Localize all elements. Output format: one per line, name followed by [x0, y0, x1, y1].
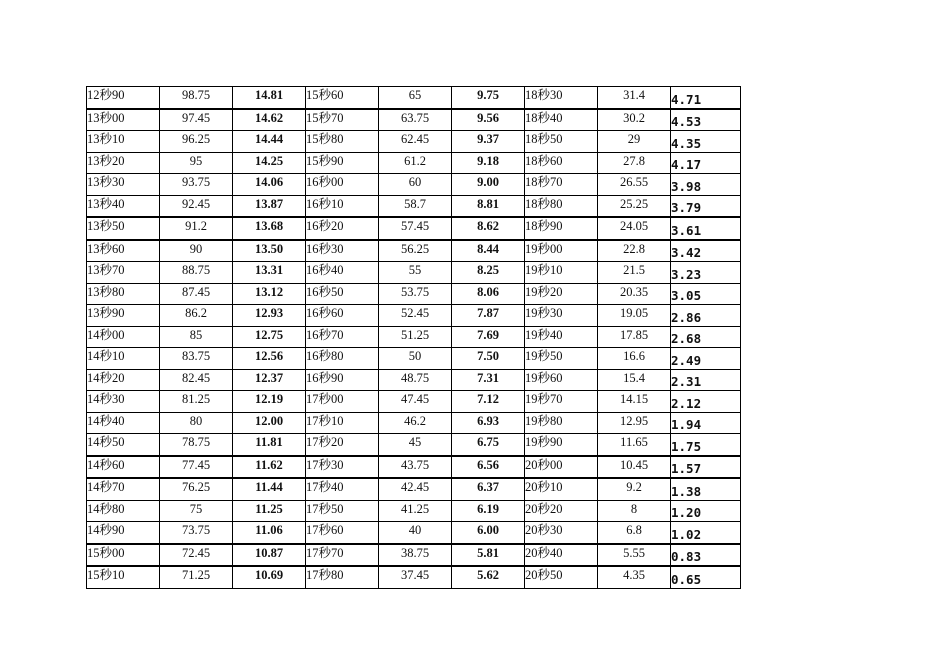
time-cell: 18秒30	[525, 87, 598, 109]
score-cell: 27.8	[598, 152, 671, 174]
time-cell: 15秒90	[306, 152, 379, 174]
score-cell: 72.45	[160, 544, 233, 567]
time-cell: 20秒20	[525, 500, 598, 522]
table-row	[87, 500, 741, 522]
weighted-score-cell: 1.75	[671, 434, 741, 456]
table-row	[87, 369, 741, 391]
weighted-score-cell: 7.31	[452, 369, 525, 391]
weighted-score-cell: 13.50	[233, 240, 306, 262]
weighted-score-cell: 12.93	[233, 305, 306, 327]
score-cell: 52.45	[379, 305, 452, 327]
time-cell: 16秒30	[306, 240, 379, 262]
time-cell: 20秒30	[525, 522, 598, 544]
weighted-score-cell: 12.37	[233, 369, 306, 391]
score-cell: 78.75	[160, 434, 233, 456]
weighted-score-cell: 9.00	[452, 174, 525, 196]
score-cell: 15.4	[598, 369, 671, 391]
score-cell: 82.45	[160, 369, 233, 391]
time-cell: 18秒70	[525, 174, 598, 196]
weighted-score-cell: 12.00	[233, 412, 306, 434]
time-cell: 13秒10	[87, 131, 160, 153]
score-cell: 95	[160, 152, 233, 174]
time-cell: 13秒00	[87, 109, 160, 131]
table-body	[87, 87, 741, 589]
table-row	[87, 87, 741, 109]
score-cell: 21.5	[598, 262, 671, 284]
table-row	[87, 217, 741, 240]
time-cell: 13秒50	[87, 217, 160, 240]
score-cell: 88.75	[160, 262, 233, 284]
score-cell: 91.2	[160, 217, 233, 240]
weighted-score-cell: 14.62	[233, 109, 306, 131]
time-cell: 15秒10	[87, 566, 160, 588]
score-cell: 63.75	[379, 109, 452, 131]
weighted-score-cell: 3.05	[671, 283, 741, 305]
weighted-score-cell: 4.53	[671, 109, 741, 131]
table-row	[87, 412, 741, 434]
time-cell: 14秒00	[87, 326, 160, 348]
time-cell: 15秒60	[306, 87, 379, 109]
table-row	[87, 522, 741, 544]
score-cell: 47.45	[379, 391, 452, 413]
time-cell: 14秒50	[87, 434, 160, 456]
score-cell: 14.15	[598, 391, 671, 413]
time-cell: 17秒30	[306, 456, 379, 479]
weighted-score-cell: 6.93	[452, 412, 525, 434]
table-row	[87, 434, 741, 456]
weighted-score-cell: 1.57	[671, 456, 741, 479]
weighted-score-cell: 14.81	[233, 87, 306, 109]
weighted-score-cell: 10.87	[233, 544, 306, 567]
score-cell: 42.45	[379, 478, 452, 500]
weighted-score-cell: 11.06	[233, 522, 306, 544]
time-cell: 17秒50	[306, 500, 379, 522]
score-cell: 56.25	[379, 240, 452, 262]
score-cell: 25.25	[598, 195, 671, 217]
weighted-score-cell: 0.65	[671, 566, 741, 588]
weighted-score-cell: 9.37	[452, 131, 525, 153]
score-cell: 90	[160, 240, 233, 262]
score-cell: 40	[379, 522, 452, 544]
table-row	[87, 240, 741, 262]
weighted-score-cell: 0.83	[671, 544, 741, 567]
time-cell: 12秒90	[87, 87, 160, 109]
time-cell: 14秒40	[87, 412, 160, 434]
time-cell: 14秒80	[87, 500, 160, 522]
score-cell: 10.45	[598, 456, 671, 479]
score-cell: 75	[160, 500, 233, 522]
weighted-score-cell: 2.86	[671, 305, 741, 327]
weighted-score-cell: 3.23	[671, 262, 741, 284]
time-cell: 15秒00	[87, 544, 160, 567]
time-cell: 13秒80	[87, 283, 160, 305]
time-cell: 15秒80	[306, 131, 379, 153]
score-cell: 60	[379, 174, 452, 196]
weighted-score-cell: 4.35	[671, 131, 741, 153]
weighted-score-cell: 11.25	[233, 500, 306, 522]
weighted-score-cell: 8.62	[452, 217, 525, 240]
weighted-score-cell: 6.75	[452, 434, 525, 456]
table-row	[87, 391, 741, 413]
weighted-score-cell: 12.19	[233, 391, 306, 413]
weighted-score-cell: 1.94	[671, 412, 741, 434]
score-cell: 6.8	[598, 522, 671, 544]
time-cell: 16秒10	[306, 195, 379, 217]
weighted-score-cell: 5.62	[452, 566, 525, 588]
table-row	[87, 283, 741, 305]
table-row	[87, 152, 741, 174]
time-cell: 18秒40	[525, 109, 598, 131]
score-cell: 73.75	[160, 522, 233, 544]
weighted-score-cell: 5.81	[452, 544, 525, 567]
score-conversion-table	[86, 86, 741, 589]
score-cell: 8	[598, 500, 671, 522]
weighted-score-cell: 11.81	[233, 434, 306, 456]
time-cell: 14秒30	[87, 391, 160, 413]
weighted-score-cell: 2.68	[671, 326, 741, 348]
table-row	[87, 326, 741, 348]
score-cell: 22.8	[598, 240, 671, 262]
time-cell: 19秒60	[525, 369, 598, 391]
time-cell: 16秒60	[306, 305, 379, 327]
weighted-score-cell: 6.19	[452, 500, 525, 522]
weighted-score-cell: 10.69	[233, 566, 306, 588]
score-cell: 37.45	[379, 566, 452, 588]
score-cell: 50	[379, 348, 452, 370]
weighted-score-cell: 3.42	[671, 240, 741, 262]
weighted-score-cell: 8.44	[452, 240, 525, 262]
time-cell: 20秒00	[525, 456, 598, 479]
score-cell: 81.25	[160, 391, 233, 413]
time-cell: 17秒10	[306, 412, 379, 434]
score-cell: 45	[379, 434, 452, 456]
weighted-score-cell: 1.02	[671, 522, 741, 544]
time-cell: 19秒40	[525, 326, 598, 348]
weighted-score-cell: 9.56	[452, 109, 525, 131]
weighted-score-cell: 11.62	[233, 456, 306, 479]
time-cell: 16秒90	[306, 369, 379, 391]
time-cell: 16秒00	[306, 174, 379, 196]
weighted-score-cell: 13.68	[233, 217, 306, 240]
weighted-score-cell: 4.71	[671, 87, 741, 109]
score-cell: 9.2	[598, 478, 671, 500]
time-cell: 16秒70	[306, 326, 379, 348]
time-cell: 18秒60	[525, 152, 598, 174]
score-cell: 43.75	[379, 456, 452, 479]
score-cell: 96.25	[160, 131, 233, 153]
table-row	[87, 566, 741, 588]
time-cell: 19秒90	[525, 434, 598, 456]
score-cell: 85	[160, 326, 233, 348]
score-cell: 17.85	[598, 326, 671, 348]
time-cell: 13秒30	[87, 174, 160, 196]
time-cell: 16秒40	[306, 262, 379, 284]
weighted-score-cell: 8.25	[452, 262, 525, 284]
score-cell: 57.45	[379, 217, 452, 240]
score-cell: 93.75	[160, 174, 233, 196]
time-cell: 16秒50	[306, 283, 379, 305]
weighted-score-cell: 1.38	[671, 478, 741, 500]
weighted-score-cell: 1.20	[671, 500, 741, 522]
weighted-score-cell: 8.06	[452, 283, 525, 305]
score-cell: 80	[160, 412, 233, 434]
score-cell: 62.45	[379, 131, 452, 153]
table-row	[87, 544, 741, 567]
score-cell: 98.75	[160, 87, 233, 109]
table-row	[87, 478, 741, 500]
time-cell: 17秒80	[306, 566, 379, 588]
weighted-score-cell: 13.12	[233, 283, 306, 305]
time-cell: 15秒70	[306, 109, 379, 131]
weighted-score-cell: 3.98	[671, 174, 741, 196]
score-cell: 16.6	[598, 348, 671, 370]
time-cell: 14秒70	[87, 478, 160, 500]
time-cell: 18秒50	[525, 131, 598, 153]
weighted-score-cell: 7.50	[452, 348, 525, 370]
weighted-score-cell: 9.75	[452, 87, 525, 109]
table-row	[87, 109, 741, 131]
time-cell: 14秒60	[87, 456, 160, 479]
table-row	[87, 456, 741, 479]
weighted-score-cell: 14.44	[233, 131, 306, 153]
time-cell: 20秒50	[525, 566, 598, 588]
time-cell: 19秒10	[525, 262, 598, 284]
score-cell: 77.45	[160, 456, 233, 479]
weighted-score-cell: 14.25	[233, 152, 306, 174]
score-cell: 19.05	[598, 305, 671, 327]
time-cell: 19秒00	[525, 240, 598, 262]
weighted-score-cell: 9.18	[452, 152, 525, 174]
time-cell: 20秒40	[525, 544, 598, 567]
table-row	[87, 131, 741, 153]
time-cell: 19秒70	[525, 391, 598, 413]
score-cell: 65	[379, 87, 452, 109]
score-cell: 58.7	[379, 195, 452, 217]
time-cell: 19秒20	[525, 283, 598, 305]
score-cell: 5.55	[598, 544, 671, 567]
time-cell: 13秒20	[87, 152, 160, 174]
score-cell: 83.75	[160, 348, 233, 370]
table-row	[87, 195, 741, 217]
table-row	[87, 305, 741, 327]
weighted-score-cell: 4.17	[671, 152, 741, 174]
weighted-score-cell: 2.12	[671, 391, 741, 413]
time-cell: 13秒60	[87, 240, 160, 262]
time-cell: 13秒90	[87, 305, 160, 327]
time-cell: 14秒20	[87, 369, 160, 391]
time-cell: 17秒60	[306, 522, 379, 544]
score-cell: 38.75	[379, 544, 452, 567]
time-cell: 19秒30	[525, 305, 598, 327]
score-cell: 61.2	[379, 152, 452, 174]
time-cell: 17秒20	[306, 434, 379, 456]
score-cell: 46.2	[379, 412, 452, 434]
weighted-score-cell: 12.75	[233, 326, 306, 348]
weighted-score-cell: 3.79	[671, 195, 741, 217]
score-cell: 53.75	[379, 283, 452, 305]
weighted-score-cell: 12.56	[233, 348, 306, 370]
time-cell: 17秒00	[306, 391, 379, 413]
weighted-score-cell: 13.87	[233, 195, 306, 217]
time-cell: 17秒70	[306, 544, 379, 567]
score-cell: 92.45	[160, 195, 233, 217]
score-cell: 29	[598, 131, 671, 153]
score-cell: 26.55	[598, 174, 671, 196]
weighted-score-cell: 6.00	[452, 522, 525, 544]
score-cell: 11.65	[598, 434, 671, 456]
time-cell: 17秒40	[306, 478, 379, 500]
weighted-score-cell: 6.56	[452, 456, 525, 479]
weighted-score-cell: 7.12	[452, 391, 525, 413]
score-cell: 41.25	[379, 500, 452, 522]
weighted-score-cell: 2.31	[671, 369, 741, 391]
time-cell: 13秒40	[87, 195, 160, 217]
time-cell: 18秒80	[525, 195, 598, 217]
score-cell: 48.75	[379, 369, 452, 391]
score-cell: 97.45	[160, 109, 233, 131]
time-cell: 20秒10	[525, 478, 598, 500]
time-cell: 19秒80	[525, 412, 598, 434]
weighted-score-cell: 14.06	[233, 174, 306, 196]
table-row	[87, 348, 741, 370]
time-cell: 18秒90	[525, 217, 598, 240]
weighted-score-cell: 2.49	[671, 348, 741, 370]
weighted-score-cell: 6.37	[452, 478, 525, 500]
weighted-score-cell: 7.87	[452, 305, 525, 327]
weighted-score-cell: 8.81	[452, 195, 525, 217]
weighted-score-cell: 11.44	[233, 478, 306, 500]
time-cell: 14秒10	[87, 348, 160, 370]
score-cell: 31.4	[598, 87, 671, 109]
time-cell: 16秒20	[306, 217, 379, 240]
weighted-score-cell: 13.31	[233, 262, 306, 284]
score-cell: 12.95	[598, 412, 671, 434]
weighted-score-cell: 7.69	[452, 326, 525, 348]
score-cell: 20.35	[598, 283, 671, 305]
time-cell: 13秒70	[87, 262, 160, 284]
weighted-score-cell: 3.61	[671, 217, 741, 240]
score-cell: 24.05	[598, 217, 671, 240]
score-cell: 87.45	[160, 283, 233, 305]
score-cell: 55	[379, 262, 452, 284]
score-cell: 76.25	[160, 478, 233, 500]
score-cell: 71.25	[160, 566, 233, 588]
table-row	[87, 174, 741, 196]
time-cell: 14秒90	[87, 522, 160, 544]
score-cell: 51.25	[379, 326, 452, 348]
time-cell: 16秒80	[306, 348, 379, 370]
score-cell: 30.2	[598, 109, 671, 131]
time-cell: 19秒50	[525, 348, 598, 370]
table-row	[87, 262, 741, 284]
score-cell: 86.2	[160, 305, 233, 327]
score-cell: 4.35	[598, 566, 671, 588]
